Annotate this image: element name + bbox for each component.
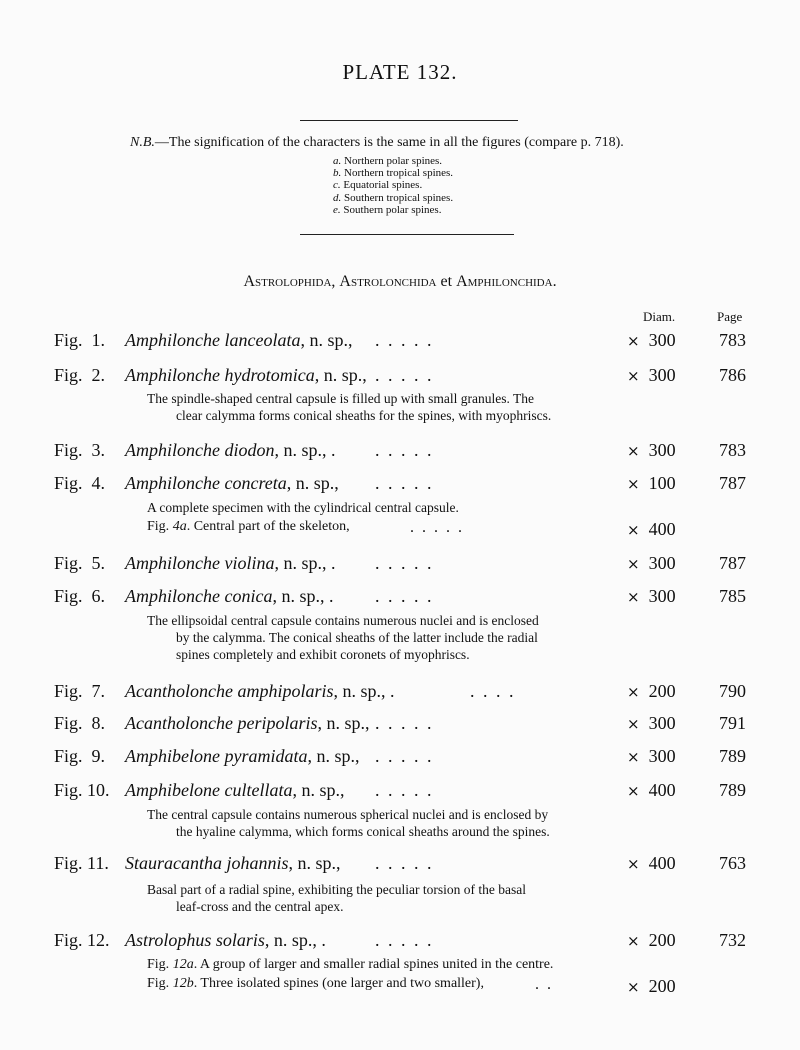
figure-description: A complete specimen with the cylindrical central capsule. [147, 500, 459, 515]
leader-dots: . . . . . [375, 780, 434, 800]
figure-row [0, 713, 800, 737]
legend-item: a. Northern polar spines. [333, 155, 443, 167]
leader-dots: . . . . . [375, 330, 434, 350]
legend-item: d. Southern tropical spines. [333, 191, 454, 204]
figure-row [0, 440, 800, 464]
subfigure-row [0, 957, 800, 977]
column-header-page: Page [717, 309, 743, 324]
magnification: × 300 [627, 440, 676, 460]
species-name: Acantholonche amphipolaris, n. sp., . [125, 681, 395, 701]
species-name: Amphilonche concreta, n. sp., [125, 473, 339, 493]
legend [333, 155, 453, 216]
figure-row [0, 330, 800, 354]
figure-number: Fig. 5. [54, 553, 106, 573]
species-name: Amphilonche lanceolata, n. sp., [125, 330, 353, 350]
page-number: 763 [719, 853, 746, 873]
figure-description: The ellipsoidal central capsule contains numerous nuclei and is enclosed by the calymma. The conical sheaths of the latter include the radial spines completely and exhibit coronets of myophriscs. [147, 613, 539, 662]
figure-number: Fig. 3. [54, 440, 106, 460]
page-number: 787 [719, 473, 746, 493]
leader-dots: . . . . . [375, 853, 434, 873]
species-name: Amphilonche violina, n. sp., . [125, 553, 336, 573]
species-name: Amphibelone pyramidata, n. sp., [125, 746, 360, 766]
leader-dots: . . . . . [375, 586, 434, 606]
magnification: × 300 [627, 330, 676, 350]
note-prefix: N.B. [130, 135, 155, 150]
magnification: × 200 [627, 976, 676, 996]
figure-number: Fig. 11. [54, 853, 109, 873]
page-number: 732 [719, 930, 746, 950]
figure-row [0, 473, 800, 497]
leader-dots: . . . . . [375, 746, 434, 766]
page-number: 790 [719, 681, 746, 701]
magnification: × 400 [627, 853, 676, 873]
figure-description: The central capsule contains numerous spherical nuclei and is enclosed by the hyaline calymma, which forms conical sheaths around the spines. [147, 807, 550, 839]
figure-number: Fig. 4. [54, 473, 106, 493]
leader-dots: . . . . . [375, 713, 434, 733]
subfigure-row [0, 976, 800, 996]
figure-row [0, 553, 800, 577]
page-number: 785 [719, 586, 746, 606]
magnification: × 300 [627, 553, 676, 573]
species-name: Amphibelone cultellata, n. sp., [125, 780, 345, 800]
page-number: 787 [719, 553, 746, 573]
figure-row [0, 930, 800, 954]
figure-description: Basal part of a radial spine, exhibiting the peculiar torsion of the basal leaf-cross and the central apex. [147, 882, 527, 914]
page-number: 789 [719, 746, 746, 766]
figure-number: Fig. 2. [54, 365, 106, 385]
legend-item: b. Northern tropical spines. [333, 167, 454, 180]
note [130, 135, 624, 151]
legend-item: c. Equatorial spines. [333, 179, 423, 192]
species-name: Amphilonche hydrotomica, n. sp., [125, 365, 367, 385]
figure-row [0, 586, 800, 610]
magnification: × 400 [627, 519, 676, 539]
magnification: × 300 [627, 365, 676, 385]
species-name: Amphilonche diodon, n. sp., . [125, 440, 336, 460]
page-number: 791 [719, 713, 746, 733]
figure-number: Fig. 10. [54, 780, 110, 800]
figure-row [0, 780, 800, 804]
figure-number: Fig. 6. [54, 586, 106, 606]
figure-row [0, 853, 800, 877]
magnification: × 300 [627, 746, 676, 766]
leader-dots: . . . . . [375, 365, 434, 385]
figure-number: Fig. 1. [54, 330, 106, 350]
top-rule-1 [300, 120, 518, 121]
legend-item: e. Southern polar spines. [333, 203, 442, 216]
leader-dots: . . . . . [375, 440, 434, 460]
page-number: 786 [719, 365, 746, 385]
plate-title: PLATE 132. [342, 60, 458, 84]
species-name: Amphilonche conica, n. sp., . [125, 586, 334, 606]
species-name: Acantholonche peripolaris, n. sp., [125, 713, 370, 733]
page-number: 783 [719, 330, 746, 350]
note-text: —The signification of the characters is the same in all the figures (compare p. 718). [154, 135, 624, 150]
magnification: × 300 [627, 713, 676, 733]
figure-row [0, 681, 800, 705]
subfigure-row [0, 519, 800, 539]
figure-row [0, 365, 800, 389]
magnification: × 100 [627, 473, 676, 493]
magnification: × 300 [627, 586, 676, 606]
leader-dots: . . . . . [375, 553, 434, 573]
subfigure-label: Fig. 12b. Three isolated spines (one larger and two smaller), [147, 976, 484, 991]
page-number: 783 [719, 440, 746, 460]
leader-dots: . . . . . [375, 930, 434, 950]
figure-row [0, 746, 800, 770]
column-header-diam: Diam. [643, 309, 676, 324]
leader-dots: . . [535, 976, 553, 993]
figure-number: Fig. 9. [54, 746, 106, 766]
subfigure-label: Fig. 4a. Central part of the skeleton, [147, 519, 350, 534]
figure-number: Fig. 8. [54, 713, 106, 733]
figure-number: Fig. 12. [54, 930, 110, 950]
magnification: × 400 [627, 780, 676, 800]
subfigure-label: Fig. 12a. A group of larger and smaller radial spines united in the centre. [147, 957, 554, 972]
section-heading: Astrolophida, Astrolonchida et Amphilonchida. [243, 273, 557, 290]
species-name: Stauracantha johannis, n. sp., [125, 853, 341, 873]
species-name: Astrolophus solaris, n. sp., . [125, 930, 326, 950]
leader-dots: . . . . . [375, 473, 434, 493]
page-number: 789 [719, 780, 746, 800]
leader-dots: . . . . . [410, 519, 464, 536]
magnification: × 200 [627, 681, 676, 701]
top-rule-2 [300, 234, 514, 235]
figure-number: Fig. 7. [54, 681, 106, 701]
figure-description: The spindle-shaped central capsule is filled up with small granules. The clear calymma forms conical sheaths for the spines, with myophriscs. [147, 391, 552, 423]
magnification: × 200 [627, 930, 676, 950]
leader-dots: . . . . [470, 681, 516, 701]
